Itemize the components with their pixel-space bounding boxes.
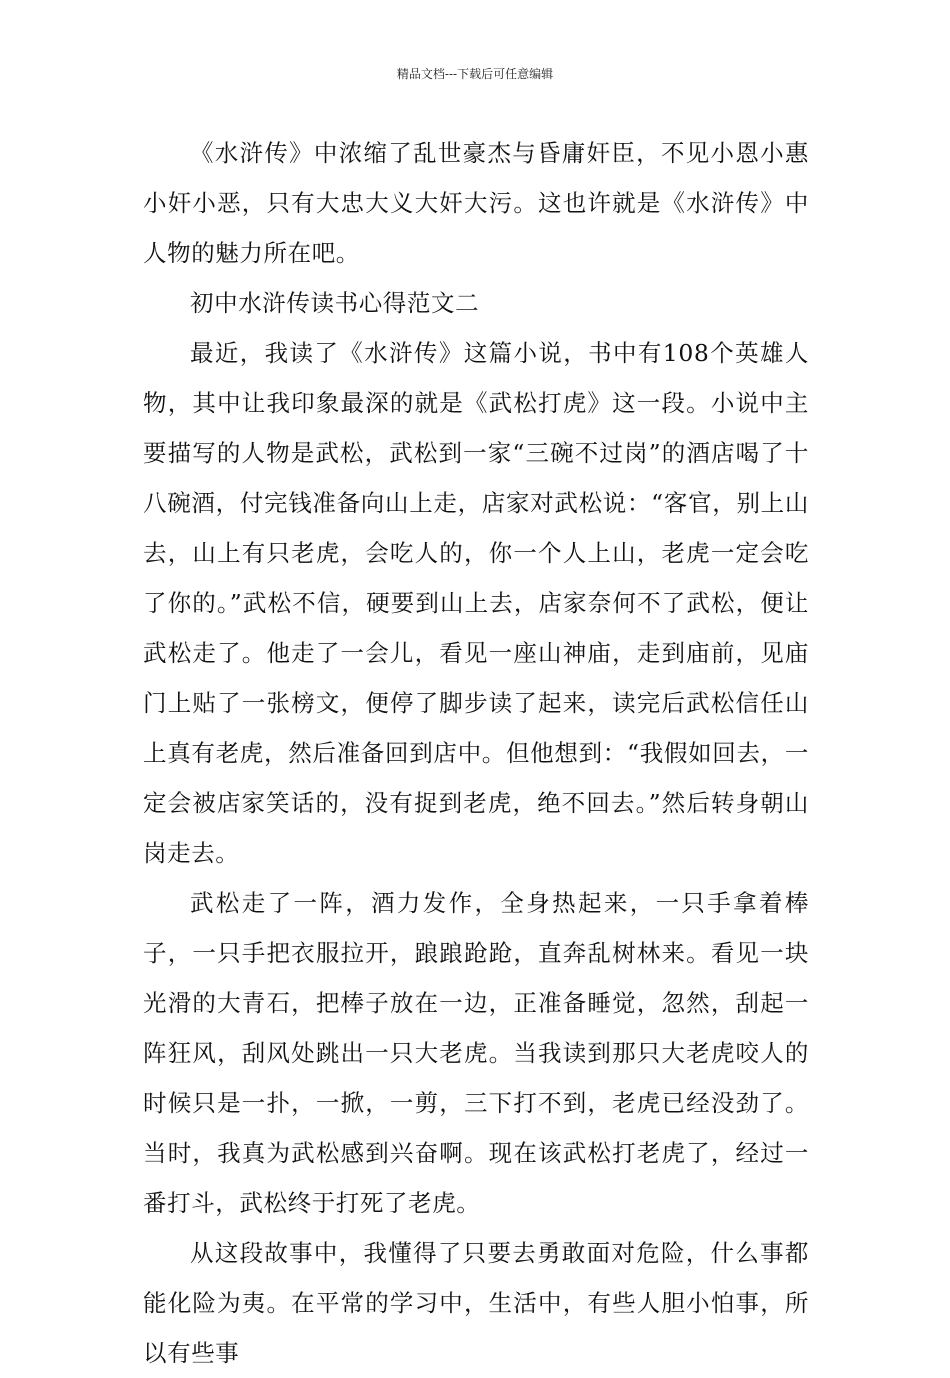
paragraph-intro-conclusion: 《水浒传》中浓缩了乱世豪杰与昏庸奸臣，不见小恩小惠小奸小恶，只有大忠大义大奸大污。这也许就是《水浒传》中人物的魅力所在吧。 xyxy=(143,139,809,267)
paragraph-reflection: 从这段故事中，我懂得了只要去勇敢面对危险，什么事都能化险为夷。在平常的学习中，生活中，有些人胆小怕事，所以有些事 xyxy=(143,1239,809,1367)
section-heading: 初中水浒传读书心得范文二 xyxy=(190,289,480,317)
paragraph-fight-scene: 武松走了一阵，酒力发作，全身热起来，一只手拿着棒子，一只手把衣服拉开，踉踉跄跄，直奔乱树林来。看见一块光滑的大青石，把棒子放在一边，正准备睡觉，忽然，刮起一阵狂风，刮风处跳出一只大老虎。当我读到那只大老虎咬人的时候只是一扑，一掀，一剪，三下打不到，老虎已经没劲了。当时，我真为武松感到兴奋啊。现在该武松打老虎了，经过一番打斗，武松终于打死了老虎。 xyxy=(143,889,809,1217)
page-header: 精品文档---下载后可任意编辑 xyxy=(396,67,554,81)
document-body xyxy=(143,128,809,1378)
paragraph-story-summary: 最近，我读了《水浒传》这篇小说，书中有108个英雄人物，其中让我印象最深的就是《武松打虎》这一段。小说中主要描写的人物是武松，武松到一家“三碗不过岗”的酒店喝了十八碗酒，付完钱准备向山上走，店家对武松说：“客官，别上山去，山上有只老虎，会吃人的，你一个人上山，老虎一定会吃了你的。”武松不信，硬要到山上去，店家奈何不了武松，便让武松走了。他走了一会儿，看见一座山神庙，走到庙前，见庙门上贴了一张榜文，便停了脚步读了起来，读完后武松信任山上真有老虎，然后准备回到店中。但他想到：“我假如回去，一定会被店家笑话的，没有捉到老虎，绝不回去。”然后转身朝山岗走去。 xyxy=(143,339,809,867)
